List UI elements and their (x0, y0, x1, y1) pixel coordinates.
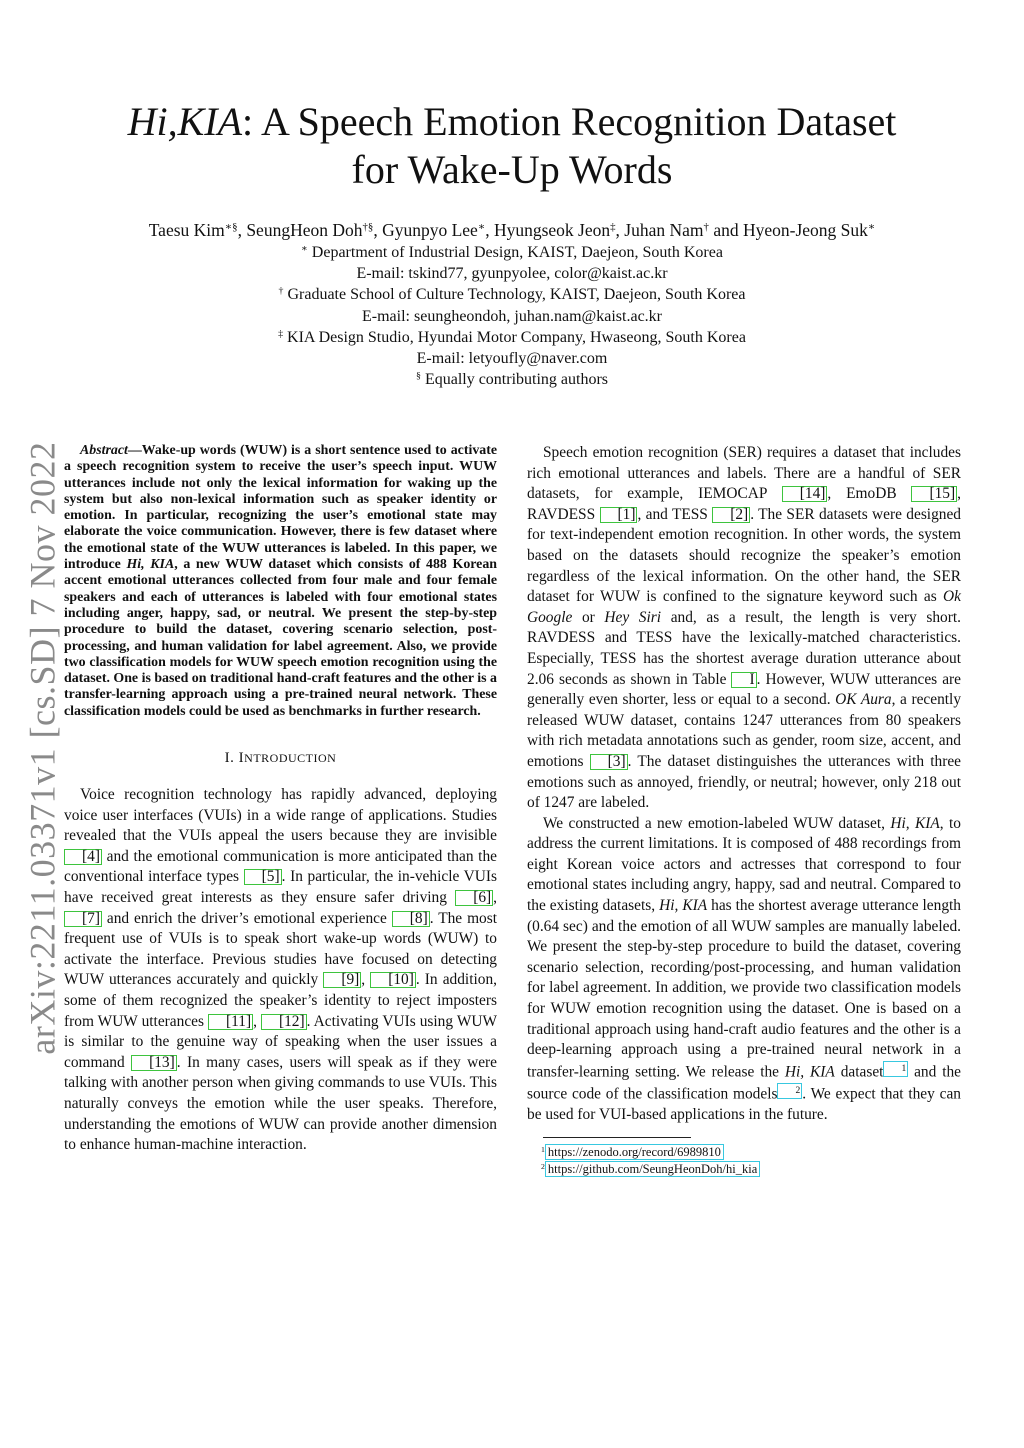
keyword: Hey Siri (604, 608, 662, 626)
author: SeungHeon Doh (246, 220, 363, 240)
citation-link[interactable]: [4] (64, 849, 102, 865)
text-run: . We expect that they can be used for VUI-based applications in the future. (527, 1084, 961, 1123)
dataset-name: Hi, KIA (659, 897, 708, 915)
citation-link[interactable]: [11] (208, 1014, 253, 1030)
footnote-number: 1 (541, 1144, 545, 1154)
left-column (64, 443, 497, 1156)
title-line2: for Wake-Up Words (351, 147, 673, 192)
author-mark: ∗ (477, 221, 486, 234)
section-number: I. (224, 750, 239, 767)
citation-link[interactable]: [13] (131, 1055, 177, 1071)
ser-paragraph (527, 443, 961, 814)
abstract-text: , a new WUW dataset which consists of 488 Korean accent emotional utterances collected from four male and four female speakers and each of utterances is labeled with four emotional states including anger, happy, sad, or neutral. We present the step-by-step procedure to build the dataset, covering scenario selection, post-processing, and human validation for label agreement. Also, we provide two classification models for WUW speech emotion recognition using the dataset. One is based on traditional hand-craft features and the other is a transfer-learning approach using a pre-trained neural network. These classification models could be used as benchmarks in further research. (64, 557, 498, 719)
citation-link[interactable]: [8] (392, 911, 430, 927)
author: Hyeon-Jeong Suk (742, 220, 868, 240)
text-run: . The SER datasets were designed for text-independent emotion recognition. In other words, the system based on the datasets should recognize the speaker’s emotion regardless of the lexical information. On the other hand, the SER dataset for WUW is confined to the signature keyword such as (527, 505, 961, 606)
citation-link[interactable]: [14] (782, 486, 828, 502)
footnote-link[interactable]: 1 (883, 1061, 908, 1077)
affiliation-line (60, 348, 964, 369)
affiliations (60, 242, 964, 390)
text-run: and the source code of the classification models (527, 1063, 962, 1102)
citation-link[interactable]: [12] (261, 1014, 307, 1030)
abstract-text: Wake-up words (WUW) is a short sentence used to activate a speech recognition system to receive the user’s speech input. WUW utterances include not only the lexical information for waking up the system but also non-lexical information such as speaker identity or emotion. In particular, recognizing the user’s emotional state may elaborate the voice communication. However, there is few dataset where the emotional state of the WUW utterances is labeled. In this paper, we introduce (64, 443, 497, 573)
author-mark: ‡ (610, 221, 616, 234)
affiliation-line (60, 284, 964, 305)
affiliation-mark: ∗ (301, 243, 308, 255)
text-run: , and TESS (637, 505, 713, 523)
footnote-number: 2 (541, 1161, 545, 1171)
affiliation-email: E-mail: tskind77, gyunpyolee, color@kaist.ac.kr (356, 265, 668, 283)
text-run: , (361, 971, 371, 989)
text-run: . The dataset distinguishes the utterances with three emotions such as annoyed, friendly, or neutral; however, only 218 out of 1247 are labeled. (527, 752, 961, 812)
footnote-divider (543, 1137, 691, 1138)
affiliation-text: Equally contributing authors (424, 371, 609, 389)
citation-link[interactable]: [5] (244, 869, 282, 885)
text-run: , a recently released WUW dataset, contains 1247 utterances from 80 speakers with rich metadata annotations such as gender, room size, accent, and emotions (527, 691, 962, 770)
citation-link[interactable]: [2] (712, 507, 750, 523)
text-run: or (572, 608, 605, 626)
dataset-name: Hi, KIA (890, 814, 940, 832)
text-run: . Activating VUIs using WUW is similar to the genuine way of speaking when the user issues a command (64, 1012, 497, 1071)
affiliation-text: Department of Industrial Design, KAIST, Daejeon, South Korea (311, 244, 723, 261)
text-run: , EmoDB (827, 485, 912, 503)
affiliation-line (60, 242, 964, 263)
intro-paragraph (64, 785, 497, 1156)
author: Gyunpyo Lee (382, 220, 478, 240)
section-heading (64, 750, 497, 767)
citation-link[interactable]: [1] (600, 507, 638, 523)
author-mark: ∗ (867, 221, 876, 234)
text-run: . In many cases, users will speak as if they were talking with another person when giving commands to use VUIs. This naturally conveys the emotion while the user speaks. Therefore, understanding the emotions of WUW can provide another dimension to enhance human-machine interaction. (64, 1053, 497, 1154)
citation-link[interactable]: [6] (455, 890, 493, 906)
text-run: dataset (834, 1063, 884, 1081)
footnote-url-link[interactable]: https://github.com/SeungHeonDoh/hi_kia (545, 1161, 760, 1177)
text-run: Voice recognition technology has rapidly advanced, deploying voice user interfaces (VUIs) in a wide range of applications. Studies revealed that the VUIs appeal the users because they are invisible (64, 786, 497, 845)
author-mark: †§ (362, 221, 374, 234)
author-separator: , (237, 220, 247, 240)
text-run: , to address the current limitations. It is composed of 488 recordings from eight Korean voice actors and actresses that correspond to four emotional states including angry, happy, sad and neutral. Compared to the existing datasets, (527, 814, 961, 915)
abstract-lead: Abstract (80, 443, 128, 458)
author-list (60, 220, 964, 241)
affiliation-mark: ‡ (278, 328, 284, 340)
citation-link[interactable]: [3] (590, 754, 628, 770)
text-run: , (253, 1012, 261, 1030)
author-separator: , (485, 220, 494, 240)
footnote (541, 1144, 961, 1161)
text-run: . The most frequent use of VUIs is to speak short wake-up words (WUW) to activate the interface. Previous studies have focused on detecting WUW utterances accurately and quickly (64, 909, 498, 989)
citation-link[interactable]: [15] (911, 486, 957, 502)
abstract-dash: — (127, 443, 142, 458)
author-mark: † (703, 221, 709, 234)
text-run: and enrich the driver’s emotional experience (101, 909, 392, 927)
citation-link[interactable]: [7] (64, 911, 102, 927)
text-run: . In addition, some of them recognized the speaker’s identity to reject imposters from WUW utterances (64, 971, 497, 1030)
affiliation-mark: § (415, 370, 421, 382)
affiliation-line (60, 306, 964, 327)
abstract-dataset-name: Hi, KIA (126, 557, 175, 573)
text-run: has the shortest average utterance length (0.64 sec) and the emotion of all WUW samples are manually labeled. We present the step-by-step procedure to build the dataset, covering scenario selection, recording/post-processing, and human validation for label agreement. In addition, we provide two classification models for WUW emotion recognition using the dataset. One is based on a traditional approach using hand-craft audio features and the other is a deep-learning approach using a pre-trained neural network in a transfer-learning setting. We release the (527, 897, 961, 1081)
paper-title (60, 98, 964, 194)
author: Taesu Kim (148, 220, 225, 240)
section-title-rest: NTRODUCTION (244, 751, 337, 766)
footnote (541, 1161, 961, 1178)
affiliation-email: E-mail: letyoufly@naver.com (416, 350, 608, 368)
table-link[interactable]: I (731, 672, 756, 688)
citation-link[interactable]: [10] (370, 972, 416, 988)
text-run: , RAVDESS (527, 485, 961, 523)
author-separator: , (373, 220, 383, 240)
text-run: and, as a result, the length is very short. RAVDESS and TESS have the lexically-matched characteristics. Especially, TESS has the shortest average duration utterance about 2.06 seconds as shown in Table (527, 608, 961, 688)
title-line1: : A Speech Emotion Recognition Dataset (242, 99, 897, 144)
keyword: OK Aura (835, 691, 892, 709)
affiliation-line (60, 327, 964, 348)
author-mark: ∗§ (224, 221, 238, 234)
title-italic: Hi,KIA (127, 99, 243, 144)
author-separator: and (708, 220, 743, 240)
right-column (527, 443, 961, 1178)
footnote-link[interactable]: 2 (777, 1083, 802, 1099)
footnote-url-link[interactable]: https://zenodo.org/record/6989810 (545, 1144, 724, 1160)
text-run: We constructed a new emotion-labeled WUW dataset, (543, 814, 891, 832)
text-run: , (493, 889, 497, 907)
arxiv-id: arXiv:2211.03371v1 [cs.SD] 7 Nov 2022 (23, 440, 63, 1055)
affiliation-text: Graduate School of Culture Technology, KAIST, Daejeon, South Korea (287, 286, 746, 304)
affiliation-text: KIA Design Studio, Hyundai Motor Company, Hwaseong, South Korea (287, 328, 746, 346)
author: Hyungseok Jeon (493, 220, 611, 240)
author-separator: , (615, 220, 625, 240)
abstract (64, 443, 497, 720)
dataset-name: Hi, KIA (784, 1063, 835, 1081)
section-initial: I (238, 750, 245, 767)
author: Juhan Nam (624, 220, 704, 240)
text-run: and the emotional communication is more anticipated than the conventional interface types (64, 847, 497, 886)
affiliation-line (60, 369, 964, 390)
keyword: Ok Google (527, 588, 961, 626)
text-run: Speech emotion recognition (SER) requires a dataset that includes rich emotional utterances and labels. There are a handful of SER datasets, for example, IEMOCAP (527, 444, 961, 503)
affiliation-email: E-mail: seungheondoh, juhan.nam@kaist.ac.kr (362, 307, 662, 325)
text-run: . In particular, the in-vehicle VUIs have received great interests as they ensure safer driving (64, 868, 497, 907)
contribution-paragraph (527, 814, 961, 1125)
affiliation-mark: † (278, 285, 284, 297)
text-run: . However, WUW utterances are generally even shorter, less or equal to a second. (527, 670, 961, 709)
citation-link[interactable]: [9] (323, 972, 361, 988)
affiliation-line (60, 263, 964, 284)
